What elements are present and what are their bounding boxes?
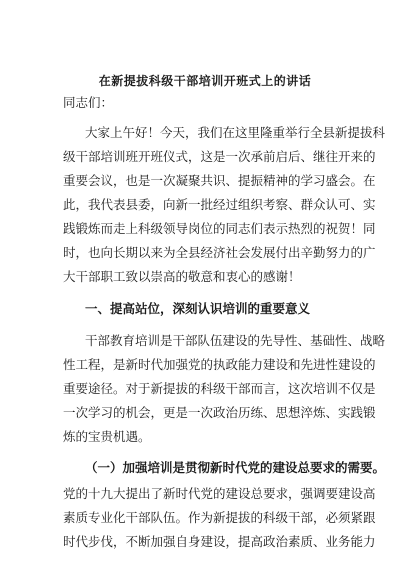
intro-line: 大家上午好！今天，我们在这里隆重举行全县新提拔科	[85, 125, 386, 140]
subsection-line: 时代步伐，不断加强自身建设，提高政治素质、业务能力	[63, 534, 376, 549]
section-line: 重要途径。对于新提拔的科级干部而言，这次培训不仅是	[63, 381, 376, 396]
intro-line: 践锻炼而走上科级领导岗位的同志们表示热烈的祝贺！同	[63, 221, 376, 236]
subsection-heading: （一）加强培训是贯彻新时代党的建设总要求的需要。	[85, 460, 386, 475]
document-title: 在新提拔科级干部培训开班式上的讲话	[98, 74, 312, 88]
intro-line: 重要会议，也是一次凝聚共识、提振精神的学习盛会。在	[63, 173, 376, 188]
salutation: 同志们：	[63, 95, 114, 110]
intro-line: 级干部培训班开班仪式，这是一次承前启后、继往开来的	[63, 149, 376, 164]
section-line: 干部教育培训是干部队伍建设的先导性、基础性、战略	[85, 333, 386, 348]
section-line: 炼的宝贵机遇。	[63, 429, 151, 444]
intro-line: 此，我代表县委，向新一批经过组织考察、群众认可、实	[63, 197, 376, 212]
subsection-line: 素质专业化干部队伍。作为新提拔的科级干部，必须紧跟	[63, 510, 376, 525]
section-heading: 一、提高站位，深刻认识培训的重要意义	[85, 301, 311, 316]
section-line: 一次学习的机会，更是一次政治历练、思想淬炼、实践锻	[63, 405, 376, 420]
intro-line: 大干部职工致以崇高的敬意和衷心的感谢！	[63, 269, 301, 284]
intro-line: 时，也向长期以来为全县经济社会发展付出辛勤努力的广	[63, 245, 376, 260]
section-line: 性工程，是新时代加强党的执政能力建设和先进性建设的	[63, 357, 376, 372]
subsection-line: 党的十九大提出了新时代党的建设总要求，强调要建设高	[63, 486, 376, 501]
